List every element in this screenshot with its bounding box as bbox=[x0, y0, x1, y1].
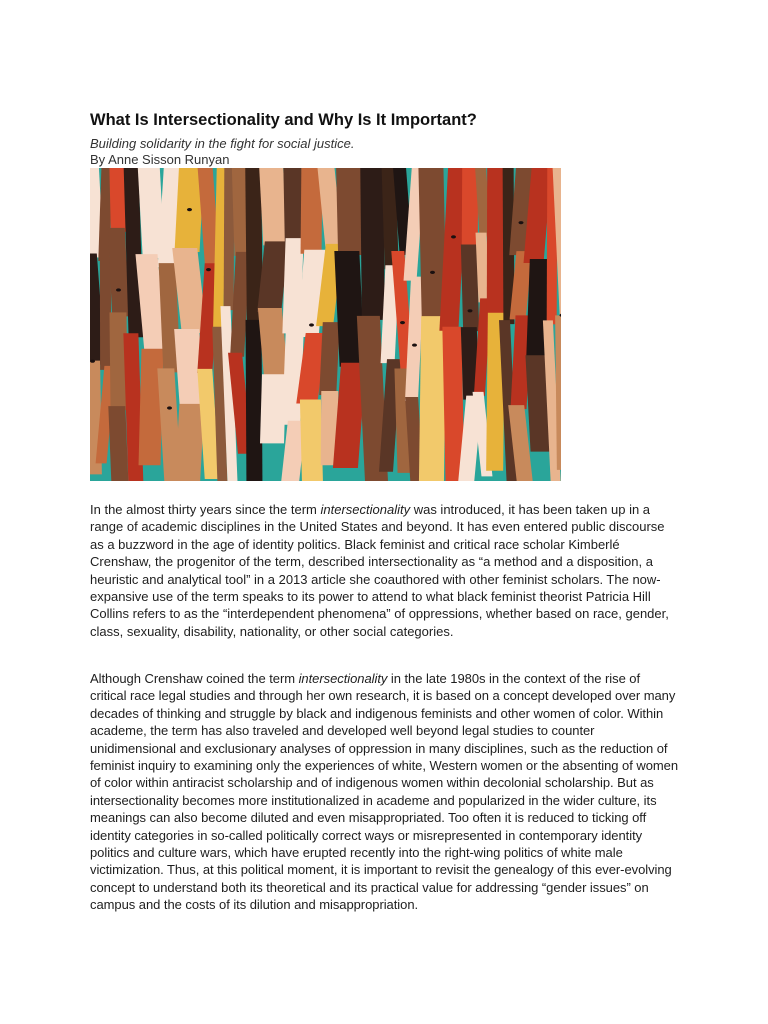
paragraph-1 bbox=[90, 501, 680, 640]
hero-eye bbox=[412, 343, 417, 346]
paragraph-2-before: Although Crenshaw coined the term bbox=[90, 671, 299, 686]
hero-eye bbox=[468, 309, 473, 312]
paragraph-1-after: was introduced, it has been taken up in a range of academic disciplines in the United States and beyond. It has even entered public discourse as a buzzword in the age of identity politics. Black feminist and critical race scholar Kimberlé Crenshaw, the progenitor of the term, described intersectionality as “a method and a disposition, a heuristic and analytical tool” in a 2013 article she coauthored with other feminist scholars. The now-expansive use of the term speaks to its power to attend to what black feminist theorist Patricia Hill Collins refers to as the “interdependent phenomena” of oppressions, whether based on race, gender, class, sexuality, disability, nationality, or other social categories. bbox=[90, 502, 669, 639]
hero-strip bbox=[246, 320, 263, 481]
hero-strip bbox=[419, 316, 446, 481]
hero-strip bbox=[100, 257, 111, 370]
hero-eye bbox=[206, 268, 211, 271]
hero-eye bbox=[187, 208, 192, 211]
paragraph-1-emphasis: intersectionality bbox=[320, 502, 411, 517]
article-byline: By Anne Sisson Runyan bbox=[90, 152, 230, 167]
paragraph-2-after: in the late 1980s in the context of the rise of critical race legal studies and through her own research, it is based on a concept developed over many decades of thinking and struggle by black and indigenous feminists and other women of color. Within academe, the term has also traveled and developed well beyond legal studies to counter unidimensional and exclusionary analyses of oppression in many disciplines, such as the reduction of feminist inquiry to examining only the experiences of white, Western women or the absenting of women of color within antiracist scholarship and of indigenous women within decolonial scholarship. But as intersectionality becomes more institutionalized in academe and popularized in the wider culture, its meanings can also become diluted and even misappropriated. Too often it is reduced to ticking off identity categories in so-called politically correct ways or misrepresented in contemporary identity politics and culture wars, which have erupted recently into the right-wing politics of white male victimization. Thus, at this political moment, it is important to revisit the genealogy of this ever-evolving concept to understand both its theoretical and its practical value for addressing “gender issues” on campus and the costs of its dilution and misappropriation. bbox=[90, 671, 679, 913]
hero-strip bbox=[461, 245, 479, 332]
hero-eye bbox=[400, 321, 405, 324]
paragraph-1-before: In the almost thirty years since the term bbox=[90, 502, 321, 517]
hero-illustration bbox=[90, 168, 561, 481]
hero-eye bbox=[519, 221, 524, 224]
hero-eye bbox=[116, 288, 121, 291]
hero-strip bbox=[300, 400, 323, 481]
article-title: What Is Intersectionality and Why Is It Important? bbox=[90, 111, 477, 129]
article-subtitle: Building solidarity in the fight for social justice. bbox=[90, 136, 355, 151]
hero-strip bbox=[108, 406, 128, 481]
hero-strip bbox=[175, 404, 205, 481]
hero-eye bbox=[451, 235, 456, 238]
hero-strip bbox=[260, 374, 286, 443]
hero-eye bbox=[90, 360, 95, 363]
paragraph-2-emphasis: intersectionality bbox=[298, 671, 388, 686]
paragraph-2 bbox=[90, 670, 680, 914]
hero-strip bbox=[319, 322, 340, 395]
hero-eye bbox=[430, 271, 435, 274]
hero-strip bbox=[487, 168, 504, 317]
hero-eye bbox=[167, 406, 172, 409]
diverse-faces-collage-illustration bbox=[90, 168, 561, 481]
hero-strip bbox=[259, 168, 288, 245]
hero-strip bbox=[360, 168, 385, 320]
hero-strip bbox=[336, 168, 363, 255]
hero-eye bbox=[309, 323, 314, 326]
hero-strip bbox=[283, 168, 303, 242]
